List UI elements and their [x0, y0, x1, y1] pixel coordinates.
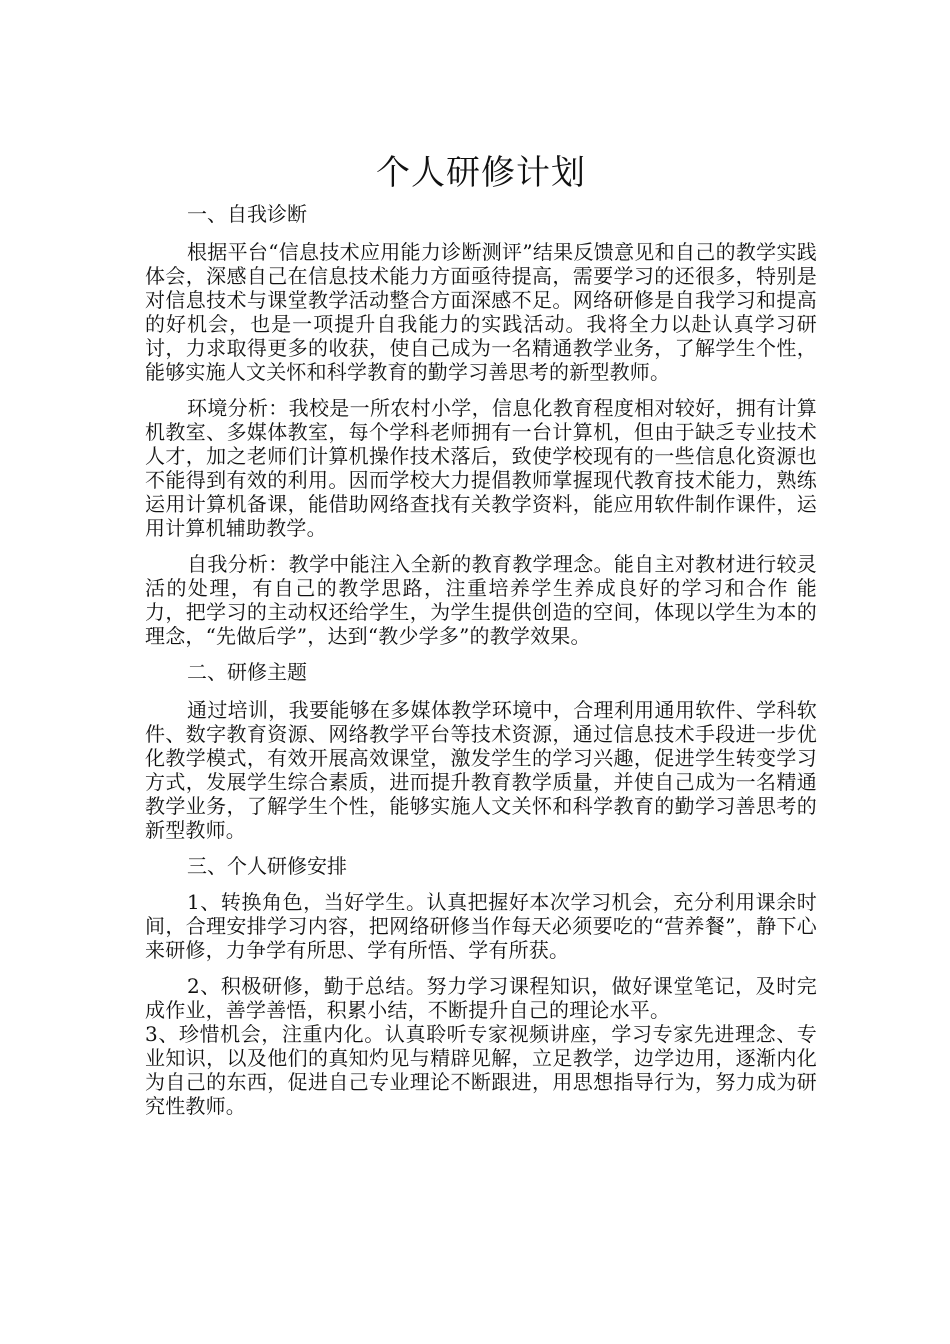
paragraph-arrangement-item-3: 3、珍惜机会，注重内化。认真聆听专家视频讲座，学习专家先进理念、专业知识，以及他们的真知灼见与精辟见解，立足教学，边学边用，逐渐内化为自己的东西，促进自己专业理论不断跟进，用思想指导行为，努力成为研究性教师。: [145, 1022, 817, 1118]
document-body: [145, 150, 817, 1130]
paragraph-environment-analysis: 环境分析：我校是一所农村小学，信息化教育程度相对较好，拥有计算机教室、多媒体教室，每个学科老师拥有一台计算机，但由于缺乏专业技术人才，加之老师们计算机操作技术落后，致使学校现有的一些信息化资源也不能得到有效的利用。因而学校大力提倡教师掌握现代教育技术能力，熟练运用计算机备课，能借助网络查找有关教学资料，能应用软件制作课件，运用计算机辅助教学。: [145, 396, 817, 540]
paragraph-self-analysis: 自我分析：教学中能注入全新的教育教学理念。能自主对教材进行较灵活的处理，有自己的教学思路，注重培养学生养成良好的学习和合作 能力，把学习的主动权还给学生，为学生提供创造的空间，体现以学生为本的理念，“先做后学”，达到“教少学多”的教学效果。: [145, 552, 817, 648]
paragraph-arrangement-item-2: 2、积极研修，勤于总结。努力学习课程知识，做好课堂笔记，及时完成作业，善学善悟，积累小结，不断提升自己的理论水平。: [145, 974, 817, 1022]
paragraph-theme: 通过培训，我要能够在多媒体教学环境中，合理利用通用软件、学科软件、数字教育资源、网络教学平台等技术资源，通过信息技术手段进一步优化教学模式，有效开展高效课堂，激发学生的学习兴趣，促进学生转变学习方式，发展学生综合素质，进而提升教育教学质量，并使自己成为一名精通教学业务，了解学生个性，能够实施人文关怀和科学教育的勤学习善思考的新型教师。: [145, 698, 817, 842]
section-heading-arrangement: 三、个人研修安排: [187, 854, 347, 878]
section-heading-self-diagnosis: 一、自我诊断: [187, 202, 307, 226]
document-title: 个人研修计划: [376, 153, 586, 193]
section-heading-theme: 二、研修主题: [187, 660, 307, 684]
paragraph-self-diagnosis: 根据平台“信息技术应用能力诊断测评”结果反馈意见和自己的教学实践体会，深感自己在信息技术能力方面亟待提高，需要学习的还很多，特别是对信息技术与课堂教学活动整合方面深感不足。网络研修是自我学习和提高的好机会，也是一项提升自我能力的实践活动。我将全力以赴认真学习研讨，力求取得更多的收获，使自己成为一名精通教学业务，了解学生个性，能够实施人文关怀和科学教育的勤学习善思考的新型教师。: [145, 240, 817, 384]
paragraph-arrangement-item-1: 1、转换角色，当好学生。认真把握好本次学习机会，充分利用课余时间，合理安排学习内容，把网络研修当作每天必须要吃的“营养餐”，静下心来研修，力争学有所思、学有所悟、学有所获。: [145, 890, 817, 962]
